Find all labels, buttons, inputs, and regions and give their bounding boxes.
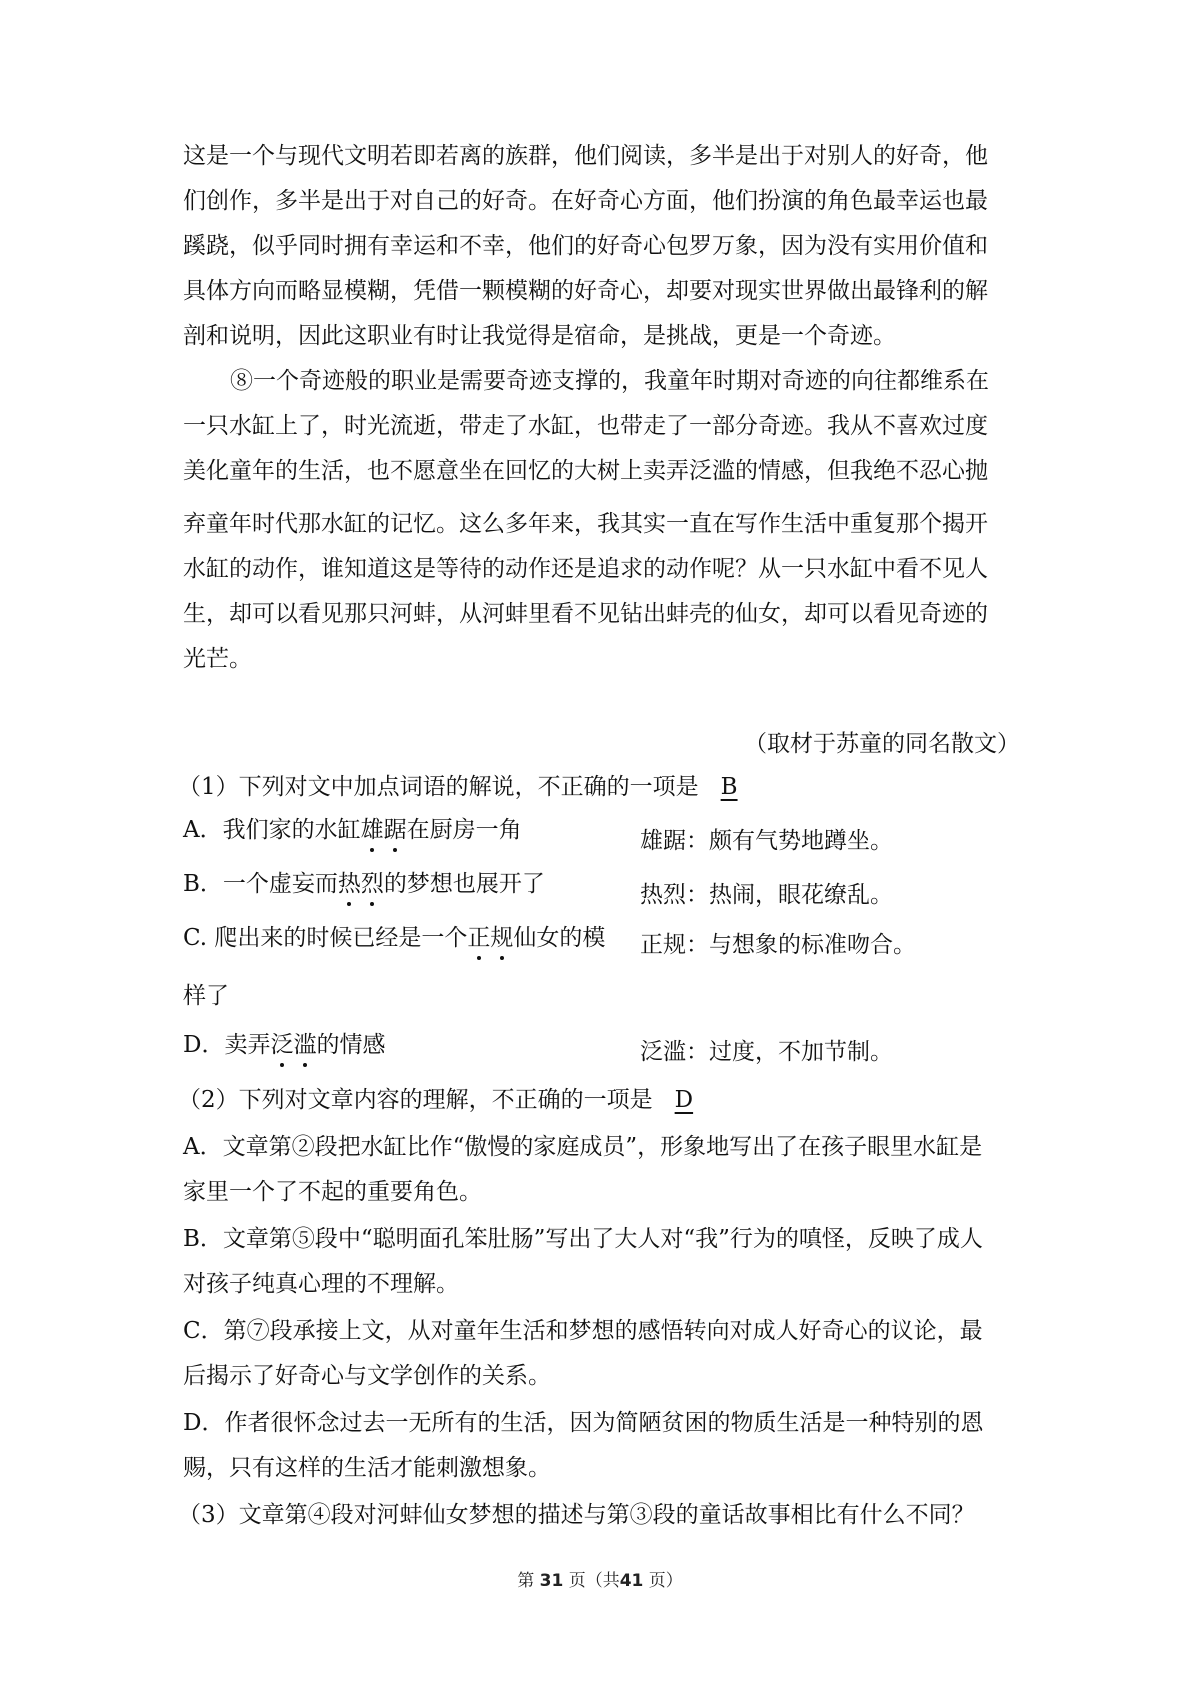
q1-option-b-definition: 热烈：热闹，眼花缭乱。 (640, 882, 893, 908)
dotted-char: 正 (467, 922, 490, 954)
q1-option-a-definition: 雄踞：颇有气势地蹲坐。 (640, 828, 893, 854)
question-2-stem-text: （2）下列对文章内容的理解，不正确的一项是 (178, 1087, 653, 1113)
q1-option-c-definition: 正规：与想象的标准吻合。 (640, 932, 916, 958)
dotted-char: 热 (338, 868, 361, 900)
q1-option-b (183, 868, 545, 900)
option-text: 的情感 (316, 1032, 386, 1058)
question-1-stem (178, 771, 742, 803)
dotted-char: 踞 (384, 814, 407, 846)
q1-option-d-definition: 泛滥：过度，不加节制。 (640, 1039, 893, 1065)
paragraph8-line: 美化童年的生活，也不愿意坐在回忆的大树上卖弄泛滥的情感，但我绝不忍心抛 (183, 458, 988, 484)
q2-option-c-line: 后揭示了好奇心与文学创作的关系。 (183, 1363, 551, 1389)
question-2-stem (178, 1084, 697, 1116)
paragraph8-line: 水缸的动作，谁知道这是等待的动作还是追求的动作呢？从一只水缸中看不见人 (183, 556, 988, 582)
question-2-answer: D (674, 1087, 694, 1113)
option-text: B．一个虚妄而 (183, 871, 338, 897)
page-footer (0, 1566, 1200, 1591)
paragraph7-line: 这是一个与现代文明若即若离的族群，他们阅读，多半是出于对别人的好奇，他 (183, 143, 988, 169)
q2-option-a-line: A．文章第②段把水缸比作“傲慢的家庭成员”，形象地写出了在孩子眼里水缸是 (183, 1134, 983, 1160)
option-text: 在厨房一角 (406, 817, 522, 843)
dotted-char: 泛 (270, 1029, 293, 1061)
q2-option-b-line: 对孩子纯真心理的不理解。 (183, 1271, 459, 1297)
footer-text: 第 (517, 1571, 535, 1591)
option-text: 的梦想也展开了 (383, 871, 545, 897)
paragraph8-line: ⑧一个奇迹般的职业是需要奇迹支撑的，我童年时期对奇迹的向往都维系在 (230, 368, 989, 394)
dotted-char: 烈 (361, 868, 384, 900)
q1-option-d (183, 1029, 385, 1061)
q2-option-b-line: B．文章第⑤段中“聪明面孔笨肚肠”写出了大人对“我”行为的嗔怪，反映了成人 (183, 1226, 983, 1252)
paragraph7-line: 蹊跷，似乎同时拥有幸运和不幸，他们的好奇心包罗万象，因为没有实用价值和 (183, 233, 988, 259)
option-text: C. 爬出来的时候已经是一个 (183, 925, 468, 951)
page-number: 31 (539, 1571, 564, 1591)
q2-option-c-line: C．第⑦段承接上文，从对童年生活和梦想的感悟转向对成人好奇心的议论，最 (183, 1318, 983, 1344)
q2-option-d-line: D．作者很怀念过去一无所有的生活，因为简陋贫困的物质生活是一种特别的恩 (183, 1410, 984, 1436)
paragraph8-line: 一只水缸上了，时光流逝，带走了水缸，也带走了一部分奇迹。我从不喜欢过度 (183, 413, 988, 439)
question-1-answer: B (720, 774, 738, 800)
footer-text: 页（共 (568, 1571, 620, 1591)
source-attribution: （取材于苏童的同名散文） (744, 731, 1020, 757)
option-text: A．我们家的水缸 (183, 817, 361, 843)
total-pages: 41 (619, 1571, 644, 1591)
dotted-char: 雄 (361, 814, 384, 846)
paragraph8-line: 生，却可以看见那只河蚌，从河蚌里看不见钻出蚌壳的仙女，却可以看见奇迹的 (183, 601, 988, 627)
paragraph7-line: 剖和说明，因此这职业有时让我觉得是宿命，是挑战，更是一个奇迹。 (183, 323, 896, 349)
question-3-stem: （3）文章第④段对河蚌仙女梦想的描述与第③段的童话故事相比有什么不同？ (178, 1502, 975, 1528)
dotted-char: 规 (490, 922, 513, 954)
q1-option-c (183, 922, 605, 954)
q2-option-a-line: 家里一个了不起的重要角色。 (183, 1179, 482, 1205)
q1-option-a (183, 814, 522, 846)
paragraph7-line: 们创作，多半是出于对自己的好奇。在好奇心方面，他们扮演的角色最幸运也最 (183, 188, 988, 214)
paragraph7-line: 具体方向而略显模糊，凭借一颗模糊的好奇心，却要对现实世界做出最锋利的解 (183, 278, 988, 304)
paragraph8-line: 光芒。 (183, 646, 252, 672)
footer-text: 页） (648, 1571, 683, 1591)
paragraph8-line: 弃童年时代那水缸的记忆。这么多年来，我其实一直在写作生活中重复那个揭开 (183, 511, 988, 537)
q1-option-c-continuation: 样了 (183, 983, 229, 1009)
dotted-char: 滥 (293, 1029, 316, 1061)
option-text: D．卖弄 (183, 1032, 271, 1058)
option-text: 仙女的模 (513, 925, 606, 951)
q2-option-d-line: 赐，只有这样的生活才能刺激想象。 (183, 1455, 551, 1481)
question-1-stem-text: （1）下列对文中加点词语的解说，不正确的一项是 (178, 774, 699, 800)
